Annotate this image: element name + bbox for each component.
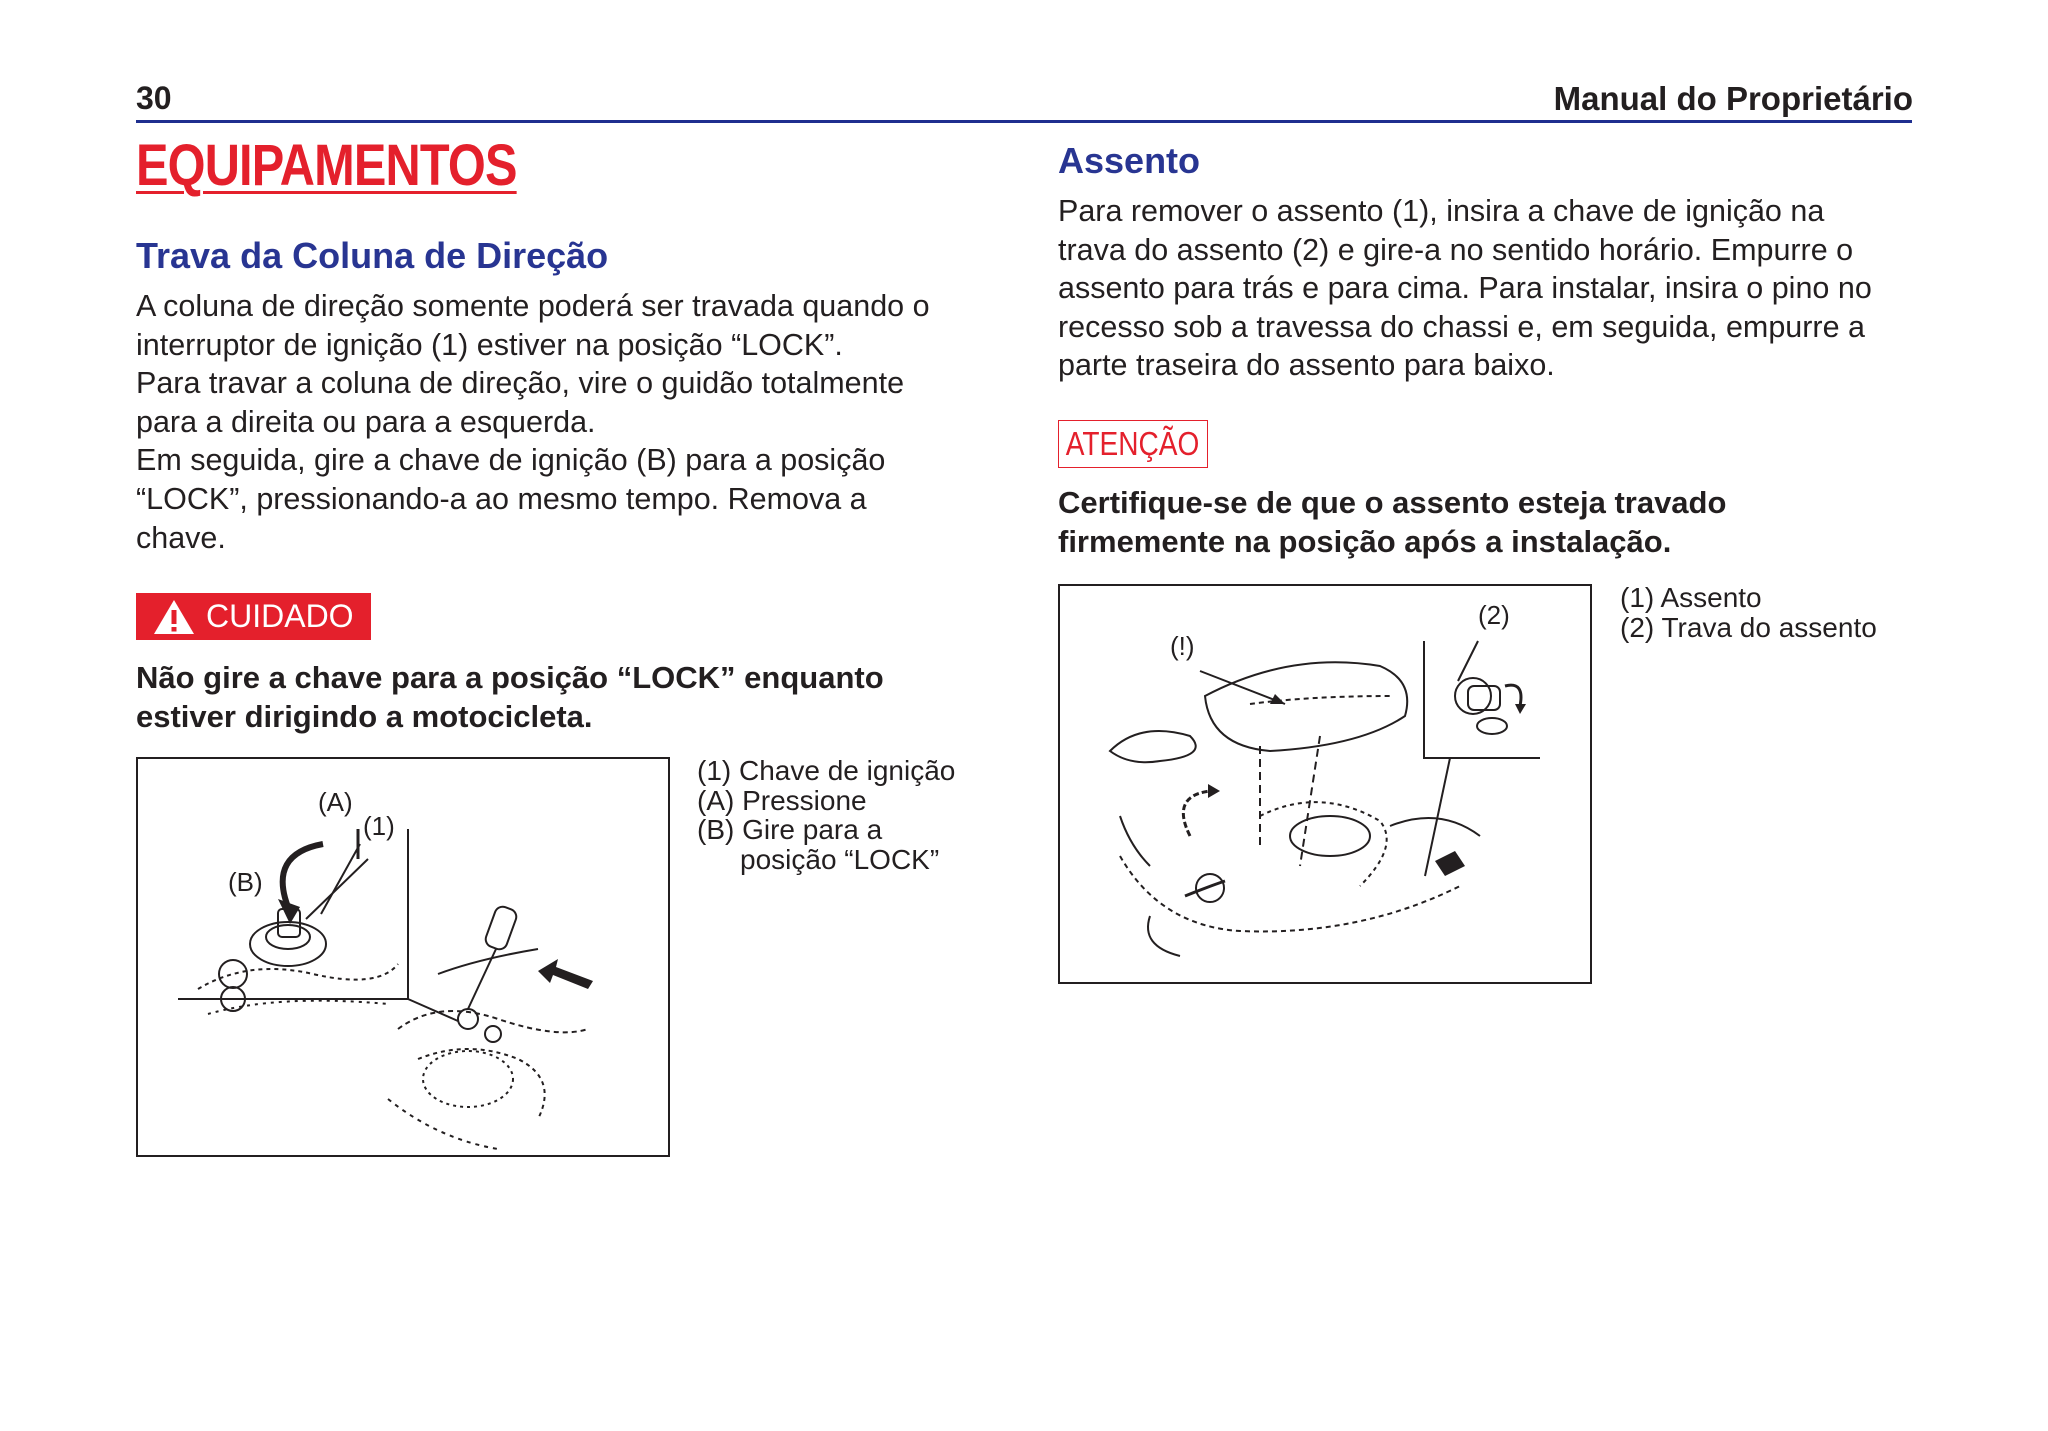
figure-label-1: (1) xyxy=(363,811,395,841)
attention-line: Certifique-se de que o assento esteja travado xyxy=(1058,485,1727,520)
legend-item: (1) Chave de ignição xyxy=(697,755,956,786)
attention-badge xyxy=(1058,420,1208,468)
attention-label: ATENÇÃO xyxy=(1066,425,1200,462)
seat-illustration xyxy=(1058,584,1592,984)
ignition-switch-illustration xyxy=(136,757,670,1157)
caution-label: CUIDADO xyxy=(206,598,354,634)
manual-title: Manual do Proprietário xyxy=(1553,80,1913,117)
warning-triangle-icon xyxy=(152,598,196,636)
figure-label-2: (2) xyxy=(1478,600,1510,630)
seat-body xyxy=(1058,192,1918,385)
legend-item: posição “LOCK” xyxy=(740,843,940,875)
caution-badge xyxy=(136,593,371,640)
body-line: chave. xyxy=(136,520,226,555)
steering-lock-body xyxy=(136,287,976,557)
body-line: assento para trás e para cima. Para instalar, insira o pino no xyxy=(1058,271,1872,306)
section-title: EQUIPAMENTOS xyxy=(136,133,517,198)
body-line: “LOCK”, pressionando-a ao mesmo tempo. Remova a xyxy=(136,481,867,516)
figure-label-a: (A) xyxy=(318,787,353,817)
body-line: parte traseira do assento para baixo. xyxy=(1058,348,1555,383)
ignition-lock-drawing xyxy=(138,759,668,1155)
body-line: trava do assento (2) e gire-a no sentido horário. Empurre o xyxy=(1058,232,1854,267)
legend-item: (1) Assento xyxy=(1620,582,1762,613)
seat-heading: Assento xyxy=(1058,140,1201,181)
figure-label-seat: (!) xyxy=(1170,631,1195,661)
body-line: para a direita ou para a esquerda. xyxy=(136,404,596,439)
seat-removal-drawing xyxy=(1060,586,1590,982)
legend-item: (B) Gire para a xyxy=(697,814,883,845)
body-line: Em seguida, gire a chave de ignição (B) para a posição xyxy=(136,443,886,478)
attention-line: firmemente na posição após a instalação. xyxy=(1058,523,1672,559)
caution-line: Não gire a chave para a posição “LOCK” enquanto xyxy=(136,660,884,695)
caution-text xyxy=(136,659,884,736)
body-line: Para travar a coluna de direção, vire o guidão totalmente xyxy=(136,366,905,401)
legend-item: (2) Trava do assento xyxy=(1620,611,1877,643)
legend-item: (A) Pressione xyxy=(697,784,867,816)
body-line: Para remover o assento (1), insira a chave de ignição na xyxy=(1058,194,1825,228)
seat-figure-legend xyxy=(1620,583,1877,642)
figure-label-b: (B) xyxy=(228,867,263,897)
body-line: recesso sob a travessa do chassi e, em seguida, empurre a xyxy=(1058,309,1865,344)
steering-lock-heading: Trava da Coluna de Direção xyxy=(136,235,609,276)
attention-text xyxy=(1058,484,1726,561)
header-rule xyxy=(136,120,1912,123)
page-number: 30 xyxy=(136,80,172,116)
ignition-figure-legend xyxy=(697,756,955,874)
body-line: interruptor de ignição (1) estiver na posição “LOCK”. xyxy=(136,327,843,362)
body-line: A coluna de direção somente poderá ser travada quando o xyxy=(136,289,930,323)
caution-line: estiver dirigindo a motocicleta. xyxy=(136,698,593,734)
